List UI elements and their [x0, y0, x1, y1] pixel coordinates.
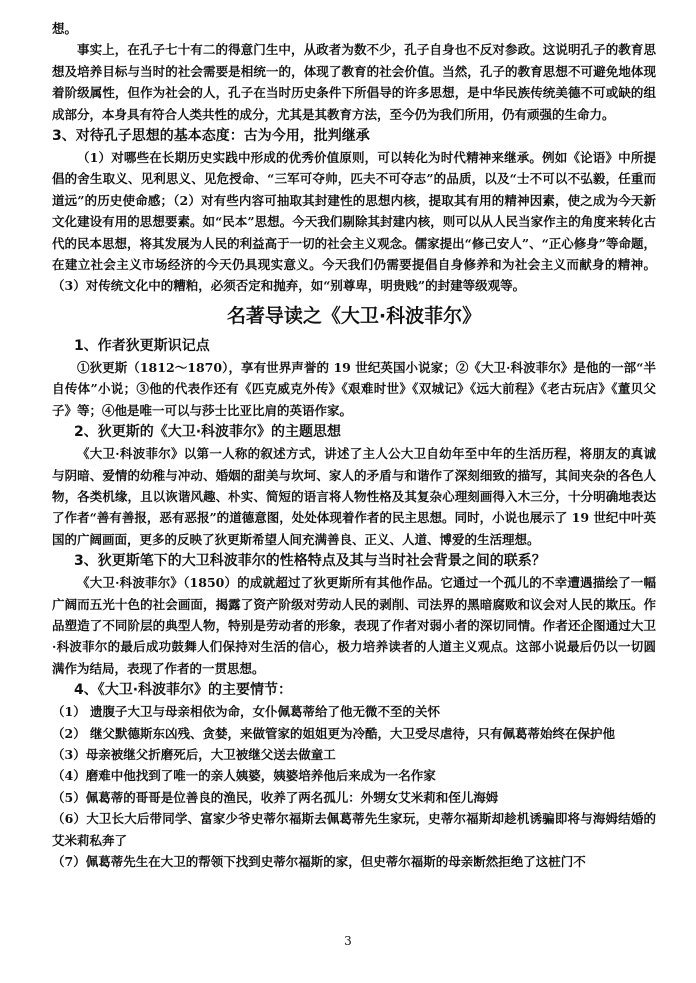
heading-attitude: 3、对待孔子思想的基本态度：古为今用，批判继承: [52, 128, 370, 145]
document-page: [52, 18, 656, 872]
heading-author: 1、作者狄更斯识记点: [74, 337, 210, 354]
plot-item-2: （2） 继父默德斯东凶残、贪婪，来做管家的姐姐更为冷酷，大卫受尽虐待，只有佩葛蒂始终在保护他: [52, 725, 616, 741]
plot-item-5: （5）佩葛蒂的哥哥是位善良的渔民，收养了两名孤儿：外甥女艾米莉和侄儿海姆: [52, 789, 499, 805]
plot-item-3: （3）母亲被继父折磨死后，大卫被继父送去做童工: [52, 746, 336, 762]
heading-plot: 4、《大卫·科波菲尔》的主要情节：: [74, 682, 293, 699]
paragraph-confucius-politics: 事实上，在孔子七十有二的得意门生中，从政者为数不少，孔子自身也不反对参政。这说明孔子的教育思想及培养目标与当时的社会需要是相统一的，体现了教育的社会价值。当然，孔子的教育思想不可避免地体现着阶级属性，但作为社会的人，孔子在当时历史条件下所倡导的许多思想，是中华民族传统美德不可或缺的组成部分，本身具有符合人类共性的成分，尤其是其教育方法，至今仍为我们所用，仍有顽强的生命力。: [52, 42, 656, 122]
fragment-line: 想。: [52, 21, 78, 36]
page-number: 3: [344, 934, 352, 948]
heading-theme: 2、狄更斯的《大卫·科波菲尔》的主题思想: [74, 424, 342, 441]
paragraph-author: ①狄更斯（1812～1870），享有世界声誉的 19 世纪英国小说家；②《大卫·科波菲尔》是他的一部“半自传体”小说；③他的代表作还有《匹克威克外传》《艰难时世》《双城记》《远大前程》《老古玩店》《董贝父子》等；④他是唯一可以与莎士比亚比肩的英语作家。: [52, 359, 656, 418]
section-title: 名著导读之《大卫·科波菲尔》: [226, 304, 482, 327]
paragraph-attitude: （1）对哪些在长期历史实践中形成的优秀价值原则，可以转化为时代精神来继承。例如《论语》中所提倡的舍生取义、见利思义、见危授命、“三军可夺帅，匹夫不可夺志”的品质，以及“士不可以不弘毅，任重而道远”的历史使命感；（2）对有些内容可抽取其封建性的思想内核，提取其有用的精神因素，使之成为今天新文化建设有用的思想要素。如“民本”思想。今天我们剔除其封建内核，则可以从人民当家作主的角度来转化古代的民本思想，将其发展为人民的利益高于一切的社会主义观念。儒家提出“修己安人”、“正心修身”等命题，在建立社会主义市场经济的今天仍具现实意义。今天我们仍需要提倡自身修养和为社会主义而献身的精神。（3）对传统文化中的糟粕，必须否定和抛弃，如“别尊卑，明贵贱”的封建等级观等。: [52, 150, 656, 294]
heading-character: 3、狄更斯笔下的大卫科波菲尔的性格特点及其与当时社会背景之间的联系？: [74, 553, 546, 570]
plot-item-4: （4）磨难中他找到了唯一的亲人姨婆，姨婆培养他后来成为一名作家: [52, 768, 436, 784]
paragraph-theme: 《大卫·科波菲尔》以第一人称的叙述方式，讲述了主人公大卫自幼年至中年的生活历程，将朋友的真诚与阴暗、爱情的幼稚与冲动、婚姻的甜美与坎坷、家人的矛盾与和谐作了深刻细致的描写，其间夹杂的各色人物，各类机缘，且以诙谐风趣、朴实、简短的语言将人物性格及其复杂心理刻画得入木三分，十分明确地表达了作者“善有善报，恶有恶报”的道德意图，处处体现着作者的民主思想。同时，小说也展示了 19 世纪中叶英国的广阔画面，更多的反映了狄更斯希望人间充满善良、正义、人道、博爱的生活理想。: [52, 446, 656, 547]
plot-item-1: （1） 遗腹子大卫与母亲相依为命，女仆佩葛蒂给了他无微不至的关怀: [52, 704, 441, 720]
paragraph-character: 《大卫·科波菲尔》（1850）的成就超过了狄更斯所有其他作品。它通过一个孤儿的不幸遭遇描绘了一幅广阔而五光十色的社会画面，揭露了资产阶级对劳动人民的剥削、司法界的黑暗腐败和议会对人民的欺压。作品塑造了不同阶层的典型人物，特别是劳动者的形象，表现了作者对弱小者的深切同情。作者还企图通过大卫·科波菲尔的最后成功鼓舞人们保持对生活的信心，极力培养读者的人道主义观点。这部小说最后仍以一切圆满作为结局，表现了作者的一贯思想。: [52, 575, 656, 676]
plot-item-6: （6）大卫长大后带同学、富家少爷史蒂尔福斯去佩葛蒂先生家玩，史蒂尔福斯却趁机诱骗即将与海姆结婚的艾米莉私奔了: [52, 811, 656, 848]
plot-item-7: （7）佩葛蒂先生在大卫的帮领下找到史蒂尔福斯的家，但史蒂尔福斯的母亲断然拒绝了这桩门不: [52, 854, 586, 869]
